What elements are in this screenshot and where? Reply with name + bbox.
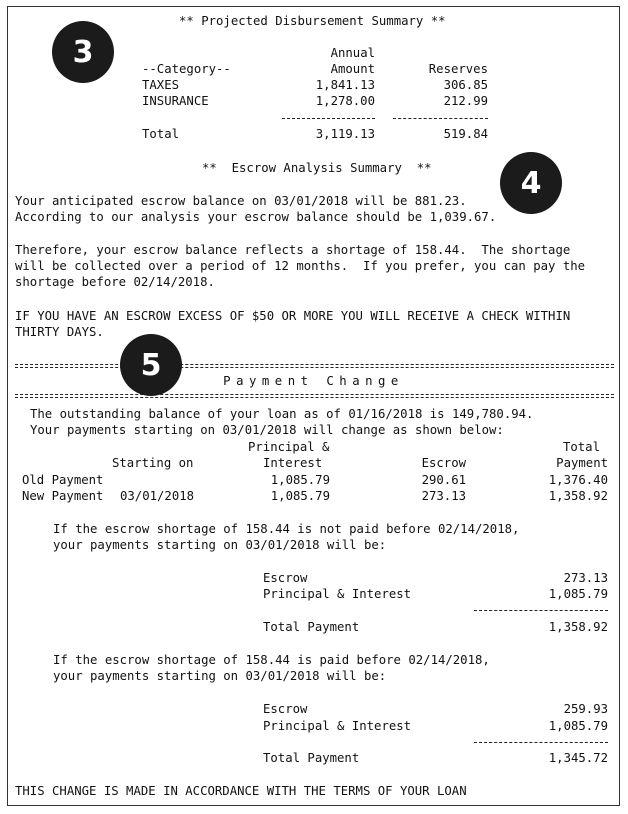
total-header-line2: Payment: [556, 456, 608, 470]
amount-insurance: 1,278.00: [315, 94, 375, 108]
not-paid-pi-label: Principal & Interest: [263, 587, 412, 601]
scenario-paid-line: If the escrow shortage of 158.44 is paid before 02/14/2018,: [53, 653, 490, 667]
step-badge-3: 3: [52, 21, 114, 83]
old-payment-label: Old Payment: [22, 473, 104, 487]
escrow-header: Escrow: [421, 456, 466, 470]
new-payment-total: 1,358.92: [548, 489, 608, 503]
category-taxes: TAXES: [142, 78, 180, 92]
total-header-line1: Total: [562, 440, 600, 454]
paid-escrow-label: Escrow: [263, 702, 308, 716]
payment-intro-line: The outstanding balance of your loan as of 01/16/2018 is 149,780.94.: [30, 407, 534, 421]
section-divider-top: [15, 364, 614, 368]
annual-header: Annual: [330, 46, 375, 60]
amount-taxes: 1,841.13: [315, 78, 375, 92]
paid-pi-value: 1,085.79: [548, 719, 608, 733]
total-label: Total: [142, 127, 180, 141]
reserves-total-rule: [393, 118, 488, 119]
amount-total-rule: [282, 118, 375, 119]
reserves-taxes: 306.85: [443, 78, 488, 92]
payment-intro-line: Your payments starting on 03/01/2018 will change as shown below:: [30, 423, 504, 437]
new-payment-label: New Payment: [22, 489, 104, 503]
old-payment-total: 1,376.40: [548, 473, 608, 487]
paid-pi-label: Principal & Interest: [263, 719, 412, 733]
analysis-line: shortage before 02/14/2018.: [15, 275, 215, 289]
not-paid-total-rule: [474, 610, 608, 611]
starting-on-header: Starting on: [112, 456, 194, 470]
paid-total-label: Total Payment: [263, 751, 360, 765]
paid-total-rule: [474, 742, 608, 743]
not-paid-pi-value: 1,085.79: [548, 587, 608, 601]
analysis-line: Therefore, your escrow balance reflects a shortage of 158.44. The shortage: [15, 243, 571, 257]
analysis-line: IF YOU HAVE AN ESCROW EXCESS OF $50 OR MORE YOU WILL RECEIVE A CHECK WITHIN: [15, 309, 571, 323]
scenario-not-paid-line: your payments starting on 03/01/2018 will be:: [53, 538, 387, 552]
category-header: --Category--: [142, 62, 231, 76]
scenario-not-paid-line: If the escrow shortage of 158.44 is not paid before 02/14/2018,: [53, 522, 520, 536]
analysis-line: According to our analysis your escrow balance should be 1,039.67.: [15, 210, 497, 224]
old-payment-pi: 1,085.79: [270, 473, 330, 487]
scenario-paid-line: your payments starting on 03/01/2018 will be:: [53, 669, 387, 683]
pi-header-line2: Interest: [263, 456, 323, 470]
payment-change-title: Payment Change: [223, 374, 404, 388]
new-payment-date: 03/01/2018: [120, 489, 195, 503]
amount-header: Amount: [330, 62, 375, 76]
step-badge-5: 5: [120, 334, 182, 396]
step-badge-4: 4: [500, 152, 562, 214]
total-reserves: 519.84: [443, 127, 488, 141]
total-amount: 3,119.13: [315, 127, 375, 141]
new-payment-escrow: 273.13: [421, 489, 466, 503]
new-payment-pi: 1,085.79: [270, 489, 330, 503]
not-paid-total-label: Total Payment: [263, 620, 360, 634]
pi-header-line1: Principal &: [248, 440, 330, 454]
analysis-line: will be collected over a period of 12 months. If you prefer, you can pay the: [15, 259, 586, 273]
analysis-line: THIRTY DAYS.: [15, 325, 104, 339]
reserves-header: Reserves: [428, 62, 488, 76]
terms-footer: THIS CHANGE IS MADE IN ACCORDANCE WITH THE TERMS OF YOUR LOAN: [15, 784, 467, 798]
analysis-line: Your anticipated escrow balance on 03/01/2018 will be 881.23.: [15, 194, 467, 208]
escrow-statement-page: [7, 6, 620, 806]
reserves-insurance: 212.99: [443, 94, 488, 108]
section-divider-bottom: [15, 394, 614, 398]
category-insurance: INSURANCE: [142, 94, 209, 108]
paid-escrow-value: 259.93: [563, 702, 608, 716]
paid-total-value: 1,345.72: [548, 751, 608, 765]
disbursement-title: ** Projected Disbursement Summary **: [179, 14, 446, 28]
not-paid-total-value: 1,358.92: [548, 620, 608, 634]
not-paid-escrow-label: Escrow: [263, 571, 308, 585]
escrow-analysis-title: ** Escrow Analysis Summary **: [202, 161, 432, 175]
old-payment-escrow: 290.61: [421, 473, 466, 487]
not-paid-escrow-value: 273.13: [563, 571, 608, 585]
